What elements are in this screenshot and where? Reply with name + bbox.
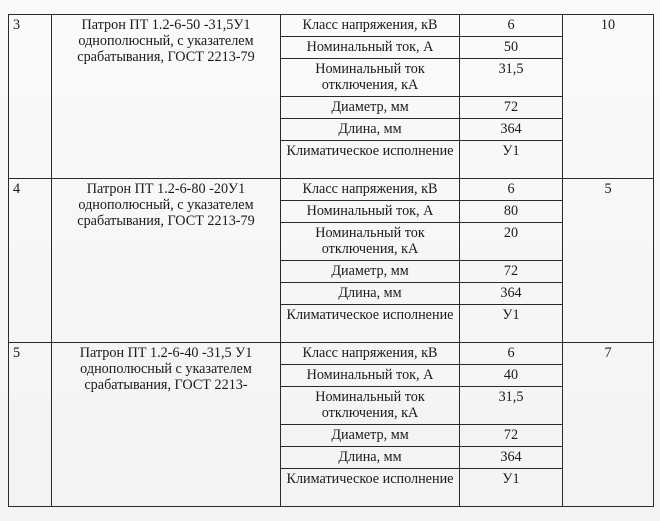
param-name: Длина, мм (281, 119, 460, 141)
param-value: 72 (460, 261, 563, 283)
param-name: Класс напряжения, кВ (281, 15, 460, 37)
item-quantity: 5 (563, 179, 654, 343)
param-name: Диаметр, мм (281, 425, 460, 447)
param-name: Номинальный ток отключения, кА (281, 59, 460, 97)
param-value: У1 (460, 141, 563, 179)
param-name: Номинальный ток, А (281, 365, 460, 387)
param-name: Класс напряжения, кВ (281, 343, 460, 365)
param-name: Климатическое исполнение (281, 469, 460, 507)
item-description: Патрон ПТ 1.2-6-80 -20У1 однополюсный, с указателем срабатывания, ГОСТ 2213-79 (52, 179, 281, 343)
param-name: Номинальный ток, А (281, 37, 460, 59)
param-value: 31,5 (460, 387, 563, 425)
param-value: 40 (460, 365, 563, 387)
param-name: Климатическое исполнение (281, 141, 460, 179)
param-name: Номинальный ток, А (281, 201, 460, 223)
param-name: Длина, мм (281, 447, 460, 469)
param-name: Диаметр, мм (281, 97, 460, 119)
param-name: Номинальный ток отключения, кА (281, 223, 460, 261)
table-row (9, 179, 654, 201)
param-value: 364 (460, 119, 563, 141)
param-name: Номинальный ток отключения, кА (281, 387, 460, 425)
item-quantity: 10 (563, 15, 654, 179)
param-value: 72 (460, 425, 563, 447)
item-number: 5 (9, 343, 52, 507)
param-value: У1 (460, 305, 563, 343)
param-name: Класс напряжения, кВ (281, 179, 460, 201)
item-number: 4 (9, 179, 52, 343)
param-value: У1 (460, 469, 563, 507)
item-description: Патрон ПТ 1.2-6-50 -31,5У1 однополюсный, с указателем срабатывания, ГОСТ 2213-79 (52, 15, 281, 179)
param-name: Диаметр, мм (281, 261, 460, 283)
param-value: 20 (460, 223, 563, 261)
param-name: Длина, мм (281, 283, 460, 305)
param-value: 72 (460, 97, 563, 119)
param-value: 6 (460, 179, 563, 201)
param-value: 364 (460, 283, 563, 305)
param-name: Климатическое исполнение (281, 305, 460, 343)
table-row (9, 15, 654, 37)
param-value: 364 (460, 447, 563, 469)
item-description: Патрон ПТ 1.2-6-40 -31,5 У1 однополюсный с указателем срабатывания, ГОСТ 2213- (52, 343, 281, 507)
param-value: 31,5 (460, 59, 563, 97)
item-number: 3 (9, 15, 52, 179)
table-row (9, 343, 654, 365)
param-value: 50 (460, 37, 563, 59)
table-body (9, 15, 654, 507)
param-value: 6 (460, 343, 563, 365)
item-quantity: 7 (563, 343, 654, 507)
param-value: 80 (460, 201, 563, 223)
specification-table (8, 14, 654, 507)
param-value: 6 (460, 15, 563, 37)
